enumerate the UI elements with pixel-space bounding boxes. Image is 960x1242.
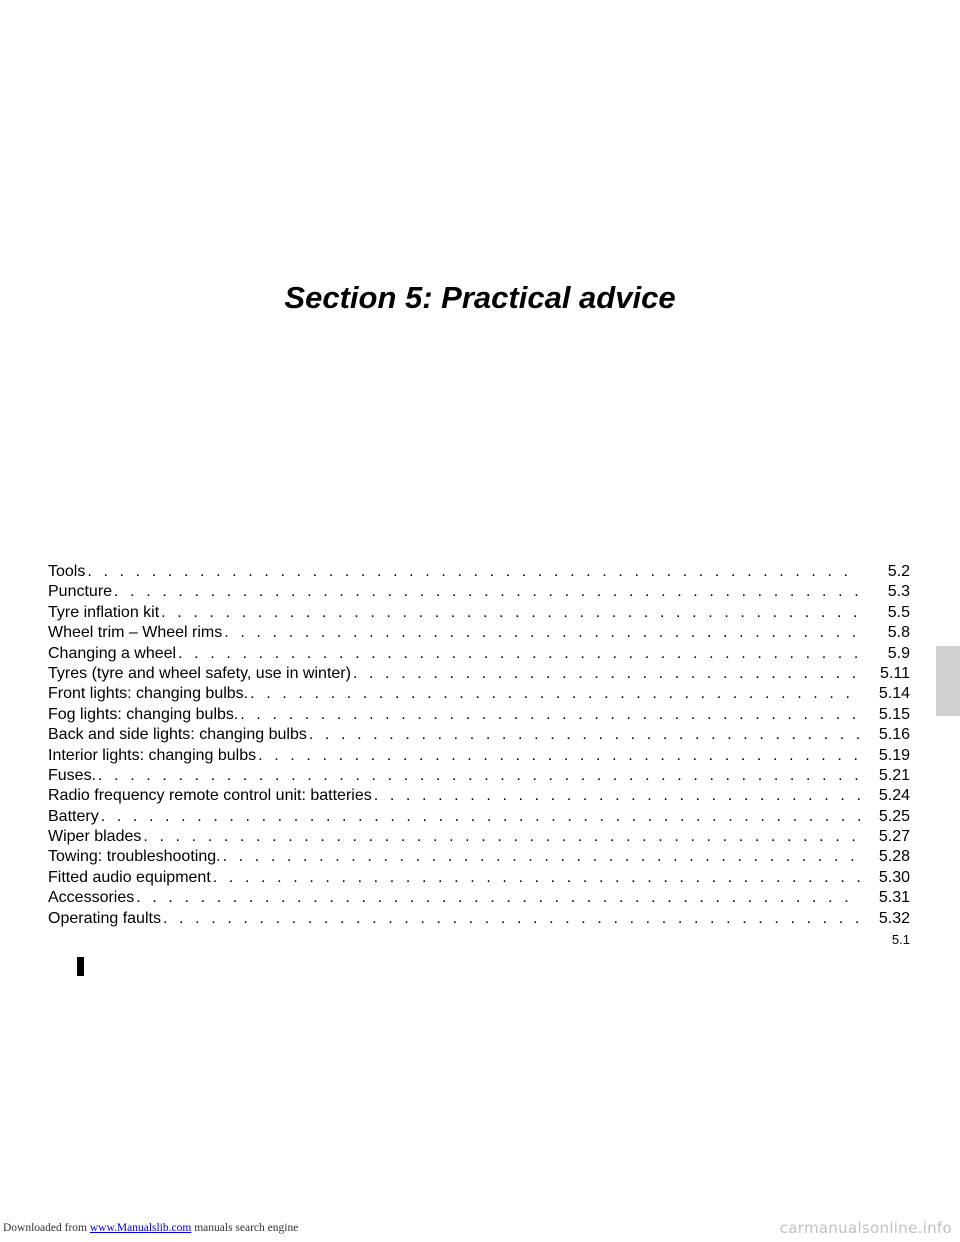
toc-entry-page: 5.30 <box>878 868 910 886</box>
toc-entry-page: 5.16 <box>878 726 910 744</box>
toc-entry-page: 5.21 <box>878 766 910 784</box>
toc-entry[interactable] <box>48 664 910 684</box>
toc-entry-page: 5.27 <box>878 828 910 846</box>
toc-entry-label: Tyre inflation kit <box>48 603 160 621</box>
toc-entry-label: Tyres (tyre and wheel safety, use in winter) <box>48 664 351 682</box>
watermark: carmanualsonline.info <box>779 1219 952 1237</box>
toc-entry-page: 5.14 <box>878 685 910 703</box>
toc-entry[interactable] <box>48 786 910 806</box>
toc-entry[interactable] <box>48 807 910 827</box>
toc-entry-label: Wiper blades <box>48 828 142 846</box>
toc-entry[interactable] <box>48 644 910 664</box>
toc-leader-dots <box>213 868 860 888</box>
toc-entry-label: Accessories <box>48 889 135 907</box>
toc-leader-dots <box>374 786 860 806</box>
toc-entry-page: 5.28 <box>878 848 910 866</box>
toc-entry-label: Changing a wheel <box>48 644 177 662</box>
toc-entry[interactable] <box>48 562 910 582</box>
toc-entry-label: Radio frequency remote control unit: batteries <box>48 787 372 805</box>
toc-entry-page: 5.31 <box>878 889 910 907</box>
toc-entry-page: 5.5 <box>887 603 910 621</box>
toc-entry-label: Fuses. <box>48 766 97 784</box>
download-credit <box>3 1222 298 1234</box>
toc-entry-page: 5.24 <box>878 787 910 805</box>
table-of-contents <box>48 562 910 929</box>
toc-entry-label: Wheel trim – Wheel rims <box>48 624 223 642</box>
toc-entry[interactable] <box>48 705 910 725</box>
toc-leader-dots <box>250 684 860 704</box>
section-thumb-tab <box>936 646 960 716</box>
toc-leader-dots <box>163 909 860 929</box>
margin-marker <box>77 957 84 976</box>
toc-leader-dots <box>98 766 860 786</box>
section-title: Section 5: Practical advice <box>284 280 676 315</box>
toc-entry-label: Tools <box>48 563 86 580</box>
toc-entry-label: Interior lights: changing bulbs <box>48 746 257 764</box>
credit-suffix: manuals search engine <box>191 1222 299 1234</box>
toc-leader-dots <box>224 623 860 643</box>
toc-entry[interactable] <box>48 766 910 786</box>
toc-entry[interactable] <box>48 847 910 867</box>
toc-leader-dots <box>87 562 860 582</box>
toc-entry[interactable] <box>48 746 910 766</box>
toc-entry-page: 5.15 <box>878 705 910 723</box>
toc-leader-dots <box>353 664 860 684</box>
toc-leader-dots <box>309 725 860 745</box>
toc-entry[interactable] <box>48 888 910 908</box>
toc-entry-label: Puncture <box>48 583 113 601</box>
manualslib-link[interactable]: www.Manualslib.com <box>89 1222 192 1234</box>
toc-leader-dots <box>114 582 860 602</box>
toc-entry-label: Front lights: changing bulbs. <box>48 685 249 703</box>
toc-entry-page: 5.11 <box>880 664 910 682</box>
toc-entry-page: 5.9 <box>887 644 910 662</box>
toc-entry-label: Towing: troubleshooting. <box>48 848 221 866</box>
toc-entry-page: 5.25 <box>878 807 910 825</box>
toc-entry-label: Fitted audio equipment <box>48 868 211 886</box>
toc-entry[interactable] <box>48 909 910 929</box>
toc-leader-dots <box>240 705 860 725</box>
toc-entry[interactable] <box>48 603 910 623</box>
toc-leader-dots <box>101 807 860 827</box>
toc-leader-dots <box>258 746 860 766</box>
toc-entry-page: 5.32 <box>878 909 910 927</box>
toc-entry-page: 5.19 <box>878 746 910 764</box>
toc-entry-page: 5.2 <box>887 563 910 580</box>
toc-entry-label: Operating faults <box>48 909 161 927</box>
toc-entry-page: 5.3 <box>887 583 910 601</box>
toc-leader-dots <box>143 827 860 847</box>
toc-entry-label: Back and side lights: changing bulbs <box>48 726 307 744</box>
toc-leader-dots <box>178 644 860 664</box>
toc-entry[interactable] <box>48 868 910 888</box>
toc-entry-page: 5.8 <box>887 624 910 642</box>
toc-leader-dots <box>161 603 860 623</box>
toc-entry-label: Fog lights: changing bulbs. <box>48 705 239 723</box>
toc-entry[interactable] <box>48 684 910 704</box>
page-number: 5.1 <box>891 932 910 947</box>
credit-prefix: Downloaded from <box>3 1222 90 1234</box>
toc-entry[interactable] <box>48 623 910 643</box>
toc-entry[interactable] <box>48 582 910 602</box>
toc-entry[interactable] <box>48 725 910 745</box>
toc-leader-dots <box>223 847 860 867</box>
toc-entry[interactable] <box>48 827 910 847</box>
toc-entry-label: Battery <box>48 807 99 825</box>
toc-leader-dots <box>136 888 860 908</box>
